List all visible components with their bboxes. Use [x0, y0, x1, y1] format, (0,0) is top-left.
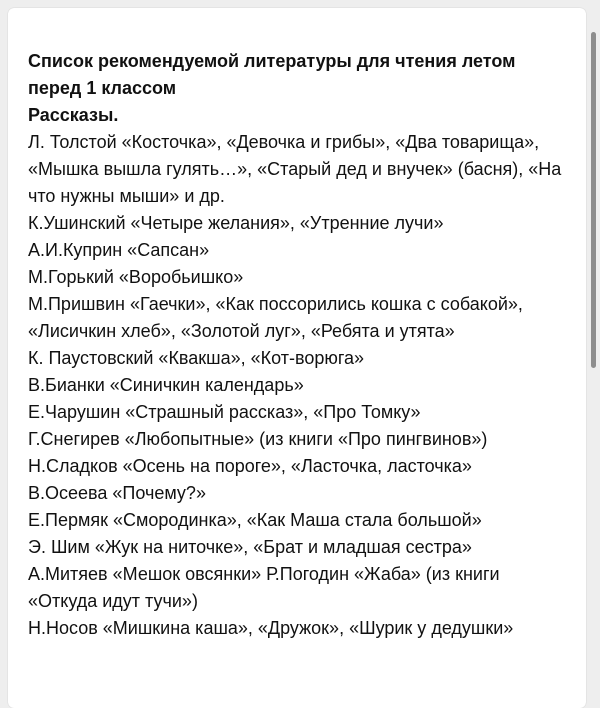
- scrollbar-thumb[interactable]: [591, 32, 596, 368]
- list-item: А.И.Куприн «Сапсан»: [28, 240, 210, 260]
- section-heading: Рассказы.: [28, 105, 119, 125]
- list-item: Е.Чарушин «Страшный рассказ», «Про Томку»: [28, 402, 421, 422]
- vertical-scrollbar[interactable]: [590, 24, 596, 664]
- list-item: Н.Носов «Мишкина каша», «Дружок», «Шурик у дедушки»: [28, 618, 514, 638]
- list-item: К. Паустовский «Квакша», «Кот-ворюга»: [28, 348, 365, 368]
- document-title: Список рекомендуемой литературы для чтения летом перед 1 классом: [28, 51, 516, 98]
- list-item: В.Бианки «Синичкин календарь»: [28, 375, 304, 395]
- list-item: Э. Шим «Жук на ниточке», «Брат и младшая сестра»: [28, 537, 472, 557]
- list-item: Е.Пермяк «Смородинка», «Как Маша стала большой»: [28, 510, 482, 530]
- list-item: Г.Снегирев «Любопытные» (из книги «Про пингвинов»): [28, 429, 488, 449]
- list-item: Л. Толстой «Косточка», «Девочка и грибы», «Два товарища», «Мышка вышла гулять…», «Старый дед и внучек» (басня), «На что нужны мыши» и др.: [28, 132, 562, 206]
- document-card: [8, 8, 586, 708]
- list-item: К.Ушинский «Четыре желания», «Утренние лучи»: [28, 213, 444, 233]
- list-item: А.Митяев «Мешок овсянки» Р.Погодин «Жаба» (из книги «Откуда идут тучи»): [28, 564, 500, 611]
- list-item: В.Осеева «Почему?»: [28, 483, 206, 503]
- document-content: [28, 48, 568, 642]
- list-item: М.Горький «Воробьишко»: [28, 267, 244, 287]
- list-item: М.Пришвин «Гаечки», «Как поссорились кошка с собакой», «Лисичкин хлеб», «Золотой луг», «Ребята и утята»: [28, 294, 523, 341]
- list-item: Н.Сладков «Осень на пороге», «Ласточка, ласточка»: [28, 456, 472, 476]
